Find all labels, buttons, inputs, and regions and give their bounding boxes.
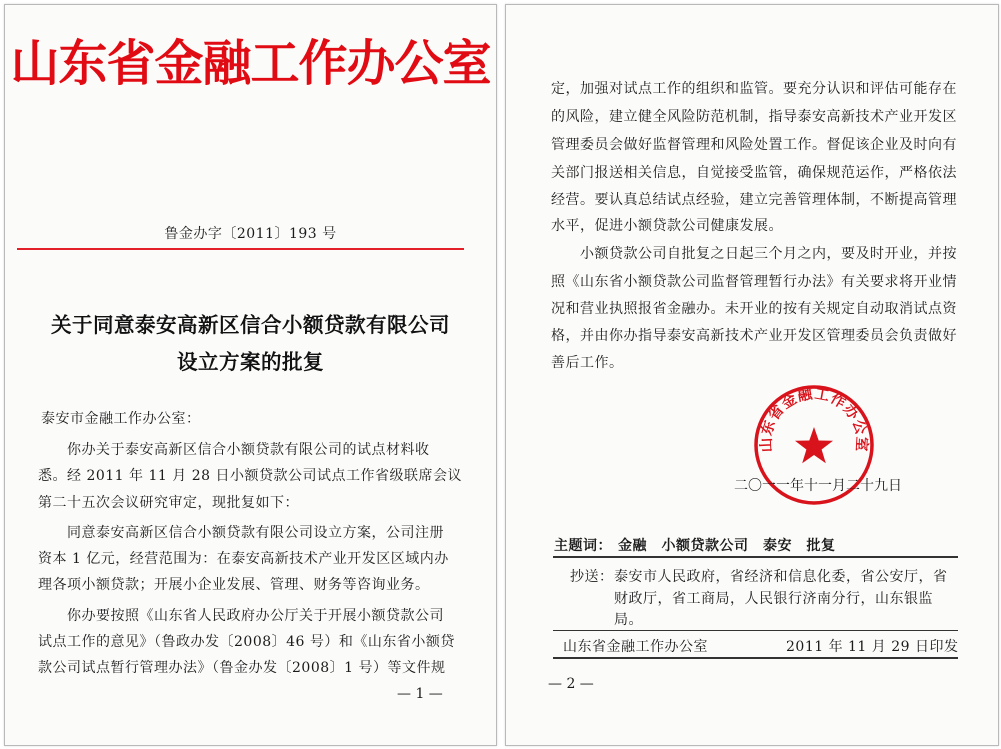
body-line: 善后工作。 xyxy=(551,355,624,371)
body-line: 管理委员会做好监督管理和风险处置工作。督促该企业及时向有 xyxy=(551,137,957,153)
document-title-line-2: 设立方案的批复 xyxy=(177,350,324,374)
body-line: 格，并由你办指导泰安高新技术产业开发区管理委员会负责做好 xyxy=(551,328,957,344)
print-date: 2011 年 11 月 29 日印发 xyxy=(786,639,959,655)
document-page-1 xyxy=(4,4,497,746)
cc-line: 泰安市人民政府，省经济和信息化委，省公安厅，省 xyxy=(614,569,948,585)
page-number: — 1 — xyxy=(397,686,443,702)
divider-line xyxy=(553,630,958,631)
body-line: 你办关于泰安高新区信合小额贷款有限公司的试点材料收 xyxy=(67,442,430,458)
document-page-2 xyxy=(505,4,999,746)
cc-label: 抄送： xyxy=(570,569,614,585)
signing-date: 二〇一一年十一月二十九日 xyxy=(734,478,902,494)
body-line: 定，加强对试点工作的组织和监管。要充分认识和评估可能存在 xyxy=(551,81,957,97)
page-number: — 2 — xyxy=(548,676,594,692)
body-line: 况和营业执照报省金融办。未开业的按有关规定自动取消试点资 xyxy=(551,301,957,317)
issuing-office: 山东省金融工作办公室 xyxy=(563,639,708,655)
body-line: 理各项小额贷款；开展小企业发展、管理、财务等咨询业务。 xyxy=(38,577,430,593)
body-line: 小额贷款公司自批复之日起三个月之内，要及时开业，并按 xyxy=(580,246,957,262)
body-line: 款公司试点暂行管理办法》（鲁金办发〔2008〕1 号）等文件规 xyxy=(38,660,446,676)
document-header: 山东省金融工作办公室 xyxy=(10,34,491,92)
body-line: 你办要按照《山东省人民政府办公厅关于开展小额贷款公司 xyxy=(67,608,444,624)
body-line: 试点工作的意见》（鲁政办发〔2008〕46 号）和《山东省小额贷 xyxy=(38,634,455,650)
document-number: 鲁金办字〔2011〕193 号 xyxy=(164,226,337,242)
cc-line: 局。 xyxy=(614,612,643,628)
divider-line xyxy=(553,556,958,558)
body-line: 资本 1 亿元，经营范围为：在泰安高新技术产业开发区区域内办 xyxy=(38,551,449,567)
body-line: 的风险，建立健全风险防范机制，指导泰安高新技术产业开发区 xyxy=(551,109,957,125)
body-line: 同意泰安高新区信合小额贷款有限公司设立方案，公司注册 xyxy=(67,525,444,541)
keywords: 金融 小额贷款公司 泰安 批复 xyxy=(618,538,836,554)
recipient: 泰安市金融工作办公室： xyxy=(41,411,201,427)
divider-line xyxy=(553,657,958,659)
body-line: 经营。要认真总结试点经验，建立完善管理体制，不断提高管理 xyxy=(551,192,957,208)
body-line: 悉。经 2011 年 11 月 28 日小额贷款公司试点工作省级联席会议 xyxy=(38,468,462,484)
keywords-label: 主题词： xyxy=(554,538,612,554)
body-line: 照《山东省小额贷款公司监督管理暂行办法》有关要求将开业情 xyxy=(551,274,957,290)
body-line: 水平，促进小额贷款公司健康发展。 xyxy=(551,218,783,234)
svg-text:山东省金融工作办公室: 山东省金融工作办公室 xyxy=(757,385,871,453)
red-divider-line xyxy=(17,248,464,250)
document-title-line-1: 关于同意泰安高新区信合小额贷款有限公司 xyxy=(51,313,450,337)
body-line: 关部门报送相关信息，自觉接受监管，确保规范运作，严格依法 xyxy=(551,165,957,181)
body-line: 第二十五次会议研究审定，现批复如下： xyxy=(38,495,299,511)
cc-line: 财政厅，省工商局，人民银行济南分行，山东银监 xyxy=(614,591,933,607)
